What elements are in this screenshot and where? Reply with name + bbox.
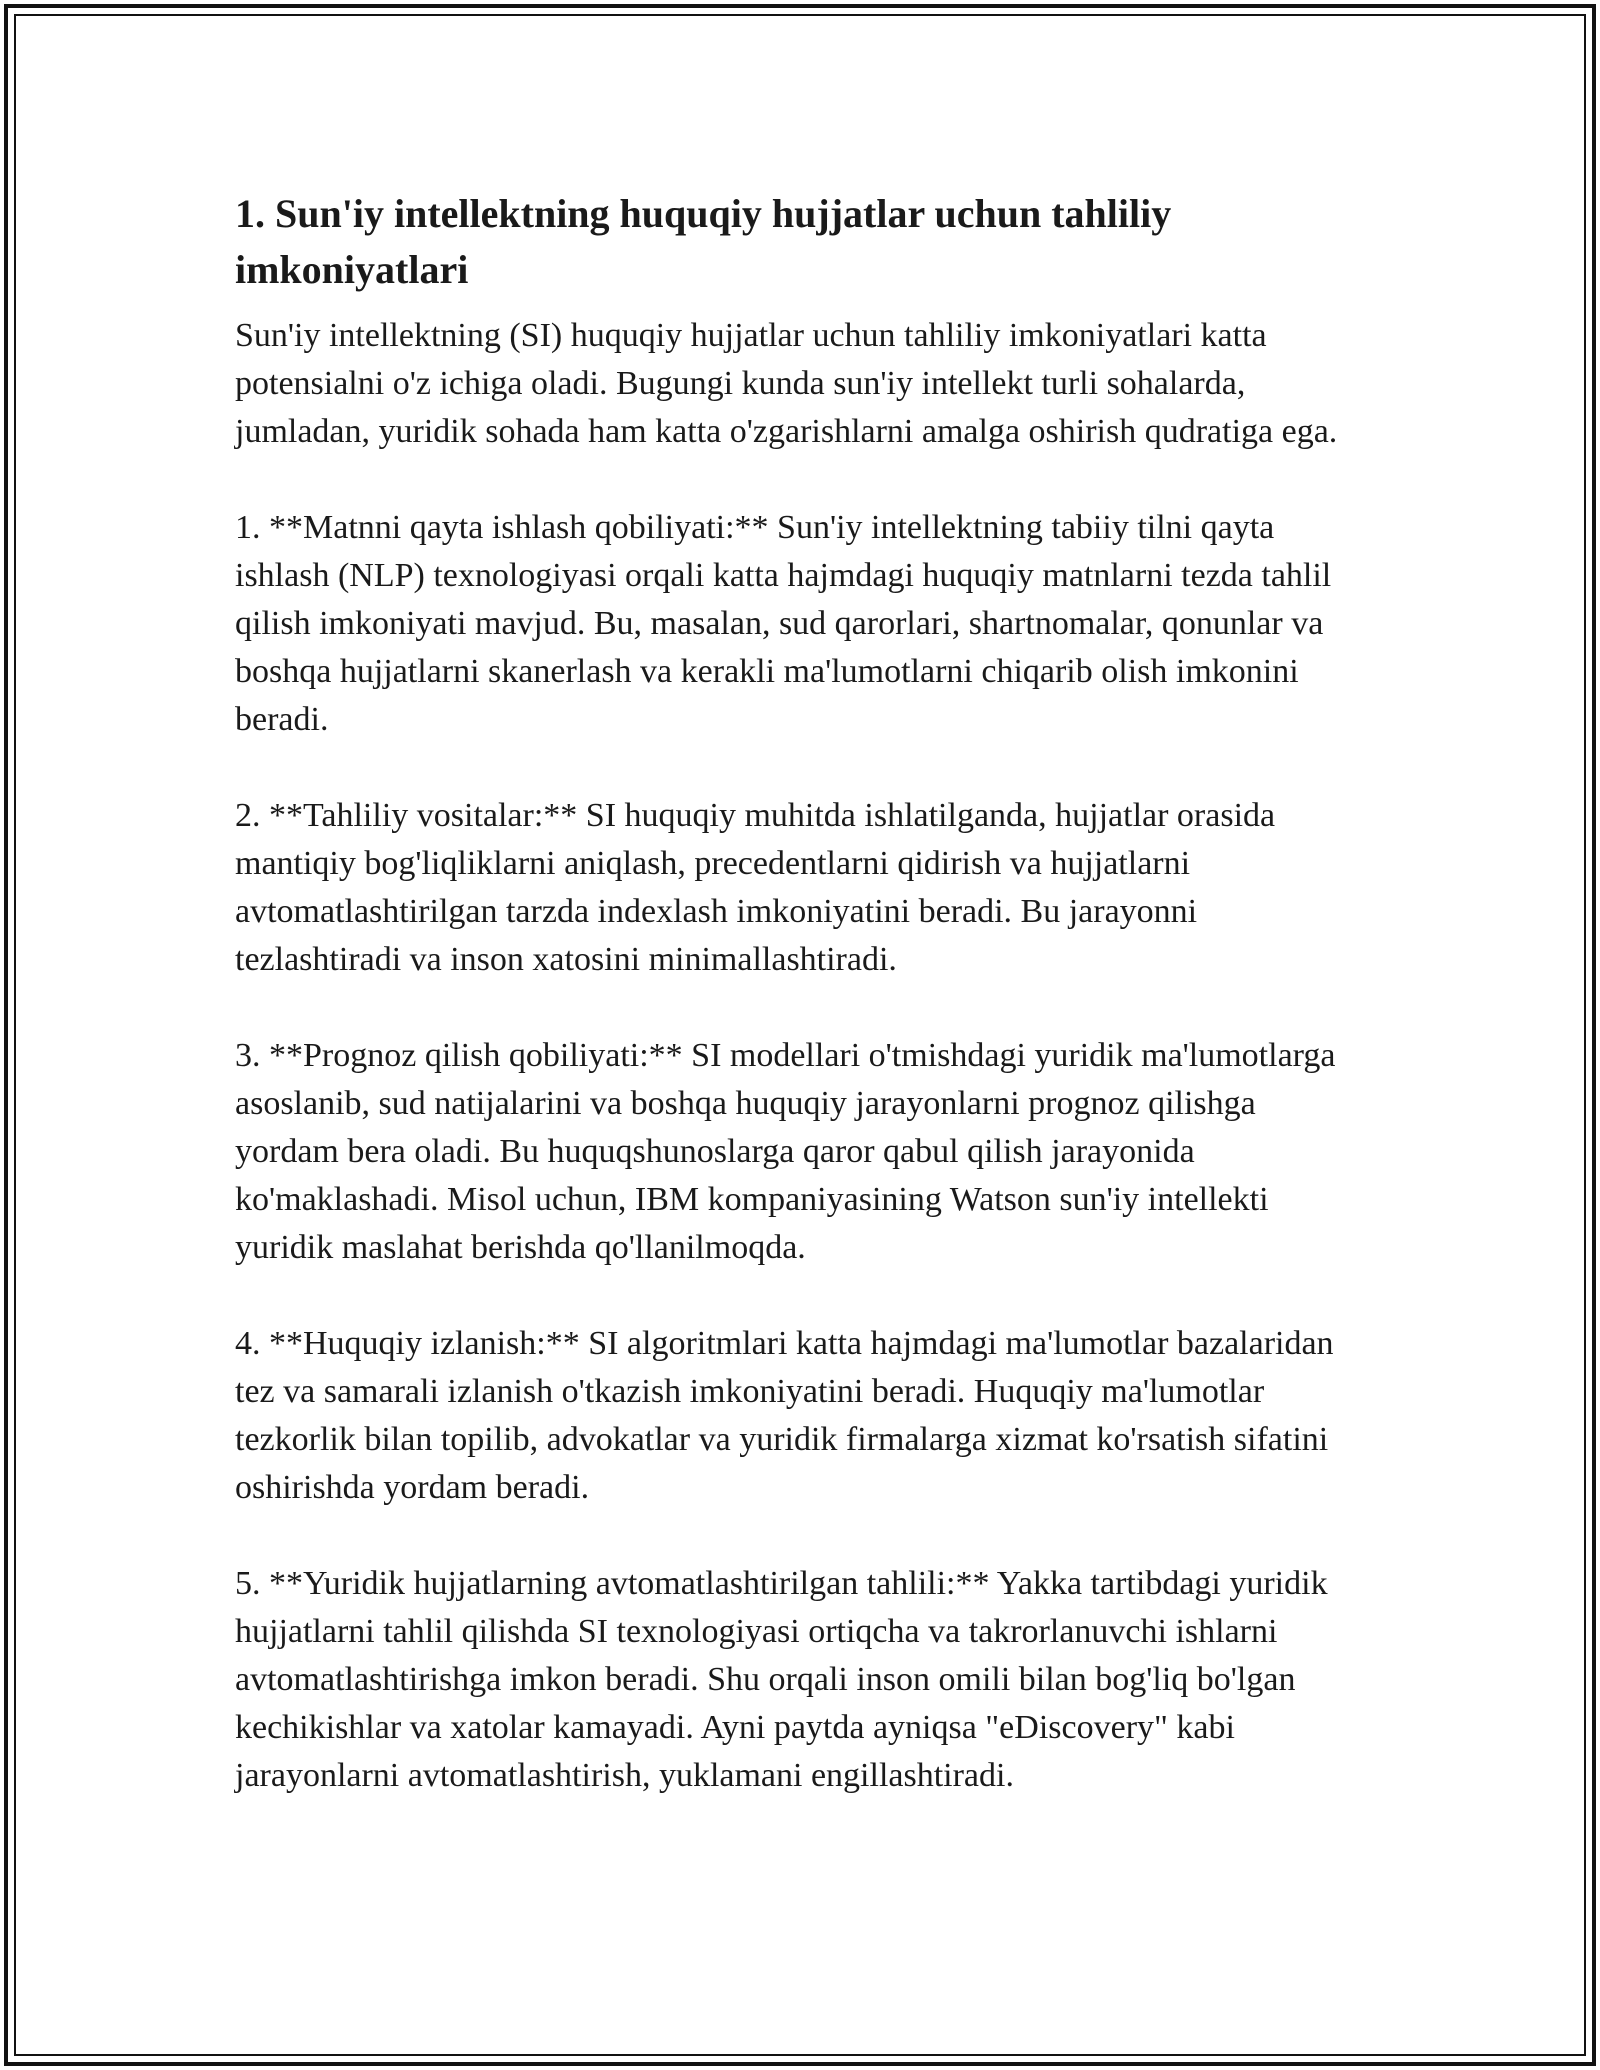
document-body <box>235 186 1365 1800</box>
list-item-2: 2. **Tahliliy vositalar:** SI huquqiy muhitda ishlatilganda, hujjatlar orasida mantiqiy bog'liqliklarni aniqlash, precedentlarni qidirish va hujjatlarni avtomatlashtirilgan tarzda indexlash imkoniyatini beradi. Bu jarayonni tezlashtiradi va inson xatosini minimallashtiradi. <box>235 797 1276 978</box>
list-item-3: 3. **Prognoz qilish qobiliyati:** SI modellari o'tmishdagi yuridik ma'lumotlarga asoslanib, sud natijalarini va boshqa huquqiy jarayonlarni prognoz qilishga yordam bera oladi. Bu huquqshunoslarga qaror qabul qilish jarayonida ko'maklashadi. Misol uchun, IBM kompaniyasining Watson sun'iy intellekti yuridik maslahat berishda qo'llanilmoqda. <box>235 1037 1336 1266</box>
intro-paragraph: Sun'iy intellektning (SI) huquqiy hujjatlar uchun tahliliy imkoniyatlari katta potensialni o'z ichiga oladi. Bugungi kunda sun'iy intellekt turli sohalarda, jumladan, yuridik sohada ham katta o'zgarishlarni amalga oshirish qudratiga ega. <box>235 317 1338 450</box>
document-title: 1. Sun'iy intellektning huquqiy hujjatlar uchun tahliliy imkoniyatlari <box>235 191 1172 292</box>
list-item-4: 4. **Huquqiy izlanish:** SI algoritmlari katta hajmdagi ma'lumotlar bazalaridan tez va samarali izlanish o'tkazish imkoniyatini beradi. Huquqiy ma'lumotlar tezkorlik bilan topilib, advokatlar va yuridik firmalarga xizmat ko'rsatish sifatini oshirishda yordam beradi. <box>235 1325 1334 1506</box>
list-item-1: 1. **Matnni qayta ishlash qobiliyati:** Sun'iy intellektning tabiiy tilni qayta ishlash (NLP) texnologiyasi orqali katta hajmdagi huquqiy matnlarni tezda tahlil qilish imkoniyati mavjud. Bu, masalan, sud qarorlari, shartnomalar, qonunlar va boshqa hujjatlarni skanerlash va kerakli ma'lumotlarni chiqarib olish imkonini beradi. <box>235 509 1332 738</box>
list-item-5: 5. **Yuridik hujjatlarning avtomatlashtirilgan tahlili:** Yakka tartibdagi yuridik hujjatlarni tahlil qilishda SI texnologiyasi ortiqcha va takrorlanuvchi ishlarni avtomatlashtirishga imkon beradi. Shu orqali inson omili bilan bog'liq bo'lgan kechikishlar va xatolar kamayadi. Ayni paytda ayniqsa "eDiscovery" kabi jarayonlarni avtomatlashtirish, yuklamani engillashtiradi. <box>235 1565 1328 1794</box>
